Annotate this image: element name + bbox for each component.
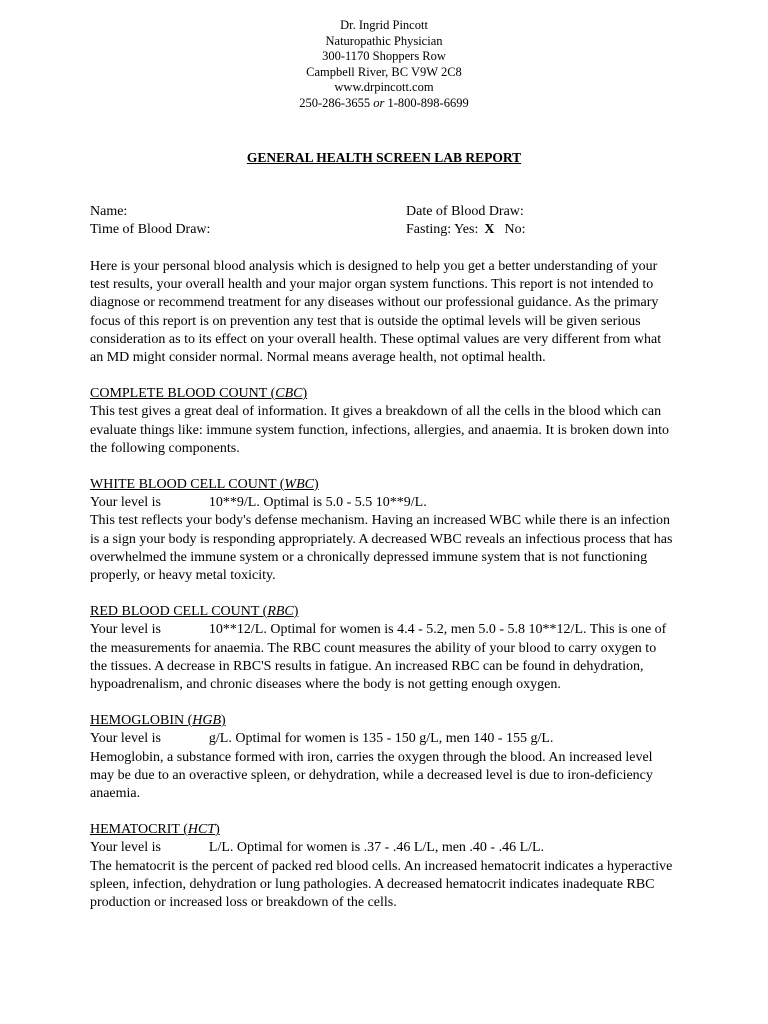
level-label: Your level is <box>90 840 161 856</box>
section-heading: WHITE BLOOD CELL COUNT (WBC) <box>90 477 319 493</box>
phone-2: 1-800-898-6699 <box>387 95 469 110</box>
doctor-title: Naturopathic Physician <box>325 33 443 48</box>
level-line-wrapped <box>90 621 674 694</box>
level-unit: L/L. Optimal for women is .37 - .46 L/L, men .40 - .46 L/L. <box>208 840 545 856</box>
section-text: This test gives a great deal of information. It gives a breakdown of all the cells in the blood which can evaluate things like: immune system function, infections, allergies, and anaemia. It is broken down into the following components. <box>90 404 670 456</box>
fields-row-1 <box>90 203 690 221</box>
section-heading: COMPLETE BLOOD COUNT (CBC) <box>90 386 308 402</box>
level-label: Your level is <box>90 495 161 511</box>
intro-paragraph: Here is your personal blood analysis which is designed to help you get a better understanding of your test results, your overall health and your major organ system functions. This report is not intended to diagnose or recommend treatment for any diseases without our professional guidance. As the primary focus of this report is on prevention any test that is outside the optimal levels will be given serious consideration as to its effect on your overall health. These optimal values are very different from what an MD might consider normal. Normal means average health, not optimal health. <box>90 259 662 366</box>
level-line <box>90 730 674 748</box>
phone-1: 250-286-3655 <box>299 95 371 110</box>
letterhead <box>0 18 768 111</box>
date-label: Date of Blood Draw: <box>406 204 524 219</box>
level-label: Your level is <box>90 731 161 747</box>
section-text: The hematocrit is the percent of packed red blood cells. An increased hematocrit indicates a hyperactive spleen, infection, dehydration or lung pathologies. A decreased hematocrit indicates inadequate RBC production or increased loss or breakdown of the cells. <box>90 858 673 911</box>
level-line <box>90 494 674 512</box>
level-unit: g/L. Optimal for women is 135 - 150 g/L, men 140 - 155 g/L. <box>208 731 554 747</box>
fasting-no-label: No: <box>504 222 526 237</box>
level-line <box>90 839 674 857</box>
fields-row-2 <box>90 221 690 239</box>
doctor-name: Dr. Ingrid Pincott <box>340 18 428 32</box>
fasting-field <box>406 221 525 239</box>
report-title: GENERAL HEALTH SCREEN LAB REPORT <box>246 150 522 165</box>
section-cbc <box>90 385 674 458</box>
level-label: Your level is <box>90 622 161 638</box>
section-hgb <box>90 712 674 803</box>
name-label: Name: <box>90 204 128 219</box>
report-body <box>90 258 674 930</box>
phone-or: or <box>373 95 385 110</box>
phone-line <box>0 96 768 112</box>
section-hct <box>90 821 674 912</box>
fasting-label: Fasting: Yes: <box>406 222 479 237</box>
website: www.drpincott.com <box>334 80 434 94</box>
section-rbc <box>90 603 674 694</box>
section-text: Hemoglobin, a substance formed with iron, carries the oxygen through the blood. An increased level may be due to an overactive spleen, or dehydration, while a decreased level is due to iron-deficiency anaemia. <box>90 749 653 802</box>
fasting-mark: X <box>484 222 495 237</box>
address-line-2: Campbell River, BC V9W 2C8 <box>306 64 462 79</box>
address-line-1: 300-1170 Shoppers Row <box>322 49 446 63</box>
time-label: Time of Blood Draw: <box>90 222 211 237</box>
section-heading: HEMATOCRIT (HCT) <box>90 822 220 838</box>
patient-fields <box>90 203 690 239</box>
section-text: This test reflects your body's defense mechanism. Having an increased WBC while there is an infection is a sign your body is responding appropriately. A decreased WBC reveals an infectious process that has overwhelmed the immune system or a chronically depressed immune system that is not functioning properly, or heavy metal toxicity. <box>90 513 673 584</box>
level-unit: 10**12/L. Optimal for women is 4.4 - 5.2, men 5.0 - 5.8 10**12/L. This is one of the measurements for anaemia. The RBC count measures the ability of your blood to carry oxygen to the tissues. A decrease in RBC'S results in fatigue. An increased RBC can be found in dehydration, hypoadrenalism, and chronic diseases where the body is not getting enough oxygen. <box>90 622 667 693</box>
section-wbc <box>90 476 674 585</box>
level-unit: 10**9/L. Optimal is 5.0 - 5.5 10**9/L. <box>208 495 427 511</box>
section-heading: HEMOGLOBIN (HGB) <box>90 713 226 729</box>
section-heading: RED BLOOD CELL COUNT (RBC) <box>90 604 299 620</box>
